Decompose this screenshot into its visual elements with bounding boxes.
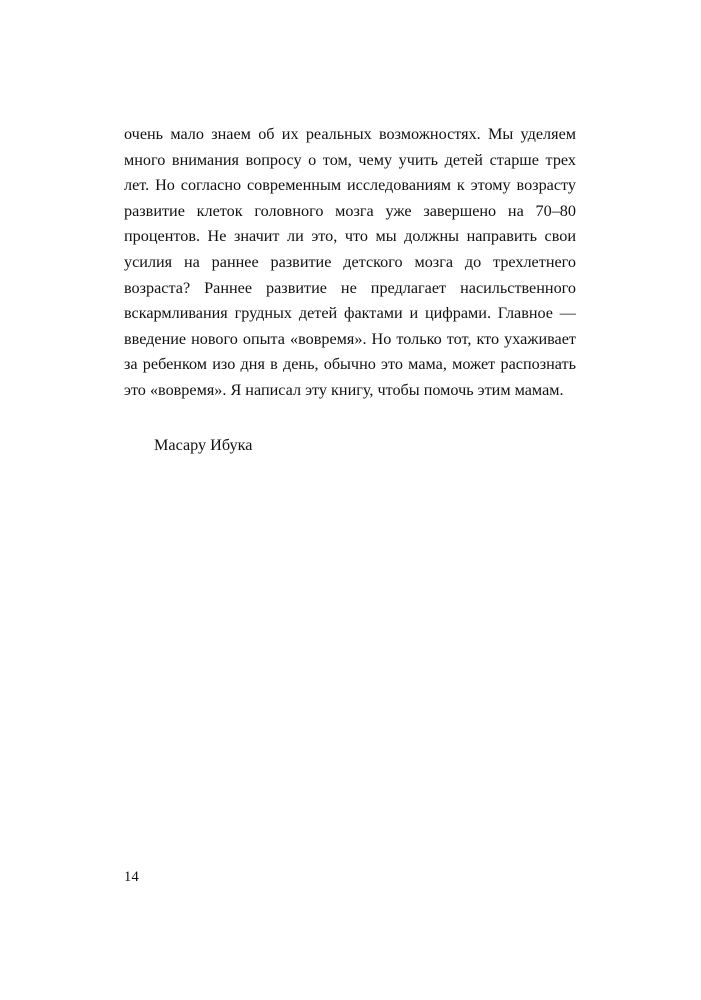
page-text-block bbox=[124, 122, 576, 458]
body-paragraph: очень мало знаем об их реальных возможностях. Мы уделяем много внимания вопросу о том, чему учить детей старше трех лет. Но согласно современным исследованиям к этому возрасту развитие клеток головного мозга уже завершено на 70–80 процентов. Не значит ли это, что мы должны направить свои усилия на раннее развитие детского мозга до трехлетнего возраста? Раннее развитие не предлагает насильственного вскармливания грудных детей фактами и цифрами. Главное — введение нового опыта «вовремя». Но только тот, кто ухаживает за ребенком изо дня в день, обычно это мама, может распознать это «вовремя». Я написал эту книгу, чтобы помочь этим мамам. bbox=[124, 125, 576, 399]
author-signature: Масару Ибука bbox=[154, 435, 253, 454]
page-number: 14 bbox=[124, 869, 139, 885]
